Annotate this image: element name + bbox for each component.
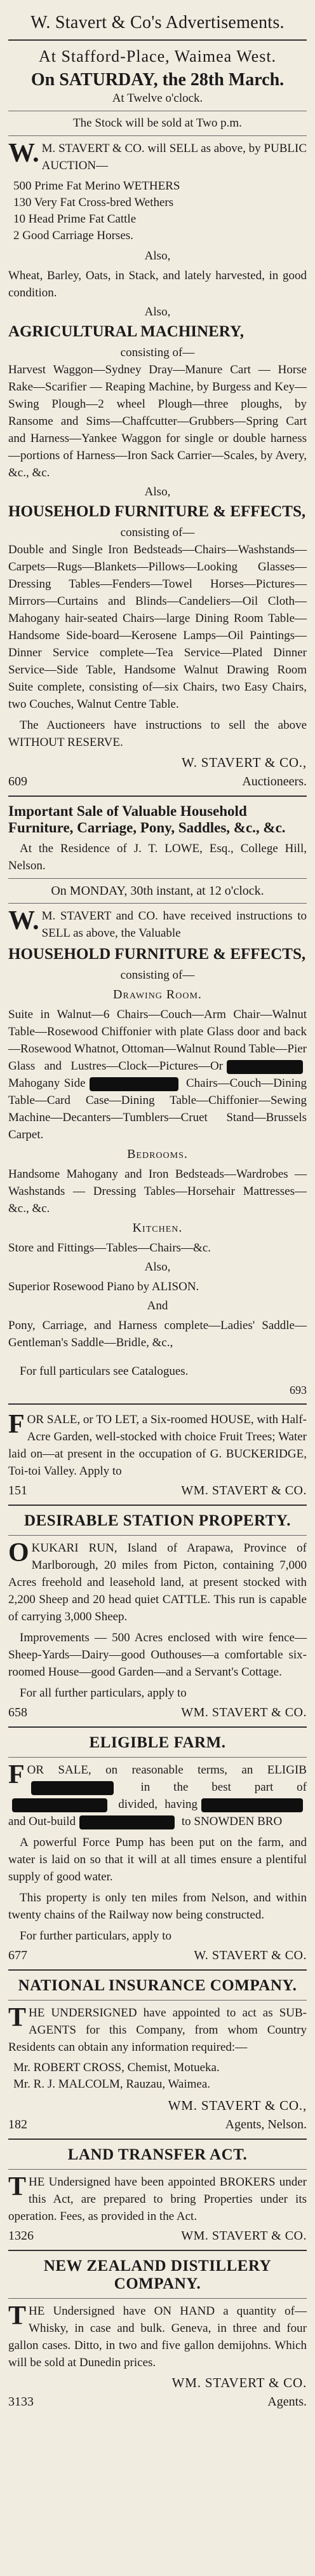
divider bbox=[8, 1505, 307, 1506]
ad-number: 182 bbox=[8, 2118, 27, 2132]
farm-text-a: FOR SALE, on reasonable terms, an ELIGIB bbox=[8, 1760, 307, 1789]
list-item: Mr. R. J. MALCOLM, Rauzau, Waimea. bbox=[13, 2077, 211, 2091]
consisting-label: consisting of— bbox=[120, 346, 195, 359]
sale-time: At Twelve o'clock. bbox=[112, 92, 203, 105]
ad-location: At Stafford-Place, Waimea West. bbox=[38, 47, 277, 65]
divider bbox=[8, 2169, 307, 2170]
also-label: Also, bbox=[144, 249, 171, 263]
ad-title: LAND TRANSFER ACT. bbox=[67, 2146, 248, 2163]
sale-date: On MONDAY, 30th instant, at 12 o'clock. bbox=[51, 884, 264, 898]
room-drawing: Drawing Room. bbox=[113, 988, 202, 1002]
drawing-room-text-c: Chairs—Couch—Dining Table—Card bbox=[8, 1077, 307, 1107]
insurance-text: THE UNDERSIGNED have appointed to act as SUB-AGENTS for this Company, from whom Country Residents can obtain any information required:— bbox=[8, 2003, 307, 2054]
distillery-text: THE Undersigned have ON HAND a quantity of— Whisky, in case and bulk. Geneva, in three and four gallon cases. Ditto, in two and five gallon demijohns. Which will be sold at Dunedin prices. bbox=[8, 2301, 307, 2369]
ad-title: NEW ZEALAND DISTILLERY COMPANY. bbox=[43, 2257, 272, 2292]
piano-text: Superior Rosewood Piano by ALISON. bbox=[8, 1280, 199, 1293]
divider bbox=[8, 1535, 307, 1536]
list-item: 2 Good Carriage Horses. bbox=[13, 229, 133, 242]
transfer-text: THE Undersigned have been appointed BROKERS under this Act, are prepared to bring Properties under its operation. Fees, as provided in the Act. bbox=[8, 2172, 307, 2223]
stock-note: The Stock will be sold at Two p.m. bbox=[73, 116, 242, 130]
household-title: HOUSEHOLD FURNITURE & EFFECTS, bbox=[8, 503, 306, 520]
divider bbox=[8, 2298, 307, 2299]
newspaper-column bbox=[8, 0, 307, 2409]
signature: WM. STAVERT & CO. bbox=[181, 1484, 307, 1498]
ad-house-for-sale bbox=[8, 1411, 307, 1498]
list-item: 10 Head Prime Fat Cattle bbox=[13, 212, 137, 226]
ad-title: NATIONAL INSURANCE COMPANY. bbox=[18, 1977, 297, 1994]
signature: W. STAVERT & CO., bbox=[182, 755, 307, 770]
ad-number: 151 bbox=[8, 1484, 27, 1498]
ad-number: 609 bbox=[8, 775, 27, 789]
ad-role: Agents, Nelson. bbox=[225, 2118, 307, 2132]
list-item: 130 Very Fat Cross-bred Wethers bbox=[13, 196, 174, 209]
ink-smudge bbox=[90, 1077, 178, 1091]
divider bbox=[8, 903, 307, 904]
divider bbox=[8, 878, 307, 879]
apply-text: For all further particulars, apply to bbox=[20, 1686, 187, 1700]
ad-role: Agents. bbox=[267, 2395, 307, 2409]
divider bbox=[8, 135, 307, 136]
ink-smudge bbox=[31, 1781, 114, 1795]
kitchen-text: Store and Fittings—Tables—Chairs—&c. bbox=[8, 1241, 211, 1255]
closing-text: The Auctioneers have instructions to sell the above WITHOUT RESERVE. bbox=[8, 719, 307, 749]
divider bbox=[8, 1403, 307, 1405]
divider bbox=[8, 1969, 307, 1971]
ad-number: 693 bbox=[290, 1384, 307, 1396]
farm-text bbox=[8, 1761, 307, 1830]
ad-lowe-furniture-sale bbox=[8, 803, 307, 1397]
ad-distillery bbox=[8, 2257, 307, 2409]
ink-smudge bbox=[201, 1798, 303, 1812]
auction-intro: W.M. STAVERT and CO. have received instructions to SELL as above, the Valuable bbox=[8, 906, 307, 940]
signature: WM. STAVERT & CO. bbox=[171, 2375, 307, 2390]
divider bbox=[8, 796, 307, 797]
improvements-text: Improvements — 500 Acres enclosed with wire fence—Sheep-Yards—Dairy—good Outhouses—a comfortable six-roomed House—good Garden—and a Servant's Cottage. bbox=[8, 1631, 307, 1679]
ad-land-transfer bbox=[8, 2146, 307, 2243]
agents-list bbox=[13, 2060, 307, 2093]
divider bbox=[8, 2000, 307, 2001]
ad-national-insurance bbox=[8, 1977, 307, 2132]
divider bbox=[8, 39, 307, 41]
ad-footer bbox=[8, 2395, 307, 2409]
divider bbox=[8, 2139, 307, 2140]
ad-stafford-place-auction bbox=[8, 47, 307, 789]
drawing-room-text-b: Mahogany Side bbox=[8, 1077, 86, 1090]
consisting-label: consisting of— bbox=[120, 968, 195, 982]
consisting-label: consisting of— bbox=[120, 526, 195, 539]
catalogue-note: For full particulars see Catalogues. bbox=[20, 1365, 189, 1378]
ad-title: DESIRABLE STATION PROPERTY. bbox=[24, 1512, 291, 1529]
ink-smudge bbox=[12, 1798, 107, 1812]
household-title: HOUSEHOLD FURNITURE & EFFECTS, bbox=[8, 946, 306, 963]
ink-smudge bbox=[227, 1060, 303, 1074]
drawing-room-text bbox=[8, 1006, 307, 1143]
divider bbox=[8, 1726, 307, 1728]
ad-footer bbox=[8, 2229, 307, 2243]
divider bbox=[8, 1757, 307, 1758]
also-label: Also, bbox=[144, 305, 171, 319]
room-kitchen: Kitchen. bbox=[132, 1221, 183, 1235]
residence-text: At the Residence of J. T. LOWE, Esq., College Hill, Nelson. bbox=[8, 842, 307, 872]
farm-text-c: divided, having bbox=[118, 1798, 198, 1811]
ad-station-property bbox=[8, 1512, 307, 1720]
farm-text-d: and Out-build bbox=[8, 1815, 76, 1828]
ink-smudge bbox=[79, 1815, 175, 1829]
farm-text-e: to SNOWDEN BRO bbox=[181, 1815, 283, 1828]
ad-number: 3133 bbox=[8, 2395, 34, 2409]
pony-text: Pony, Carriage, and Harness complete—Ladies' Saddle—Gentleman's Saddle—Bridle, &c., bbox=[8, 1319, 307, 1349]
room-bedrooms: Bedrooms. bbox=[127, 1147, 188, 1161]
signature: WM. STAVERT & CO. bbox=[181, 2229, 307, 2243]
also-label: Also, bbox=[144, 485, 171, 499]
ad-eligible-farm bbox=[8, 1734, 307, 1963]
list-item: 500 Prime Fat Merino WETHERS bbox=[13, 179, 180, 193]
ad-headline: Important Sale of Valuable Household Furniture, Carriage, Pony, Saddles, &c., &c. bbox=[8, 803, 286, 836]
pump-text: A powerful Force Pump has been put on the farm, and water is laid on so that it will at all times ensure a plentiful supply of good water. bbox=[8, 1836, 307, 1884]
grain-text: Wheat, Barley, Oats, in Stack, and lately harvested, in good condition. bbox=[8, 269, 307, 300]
drawing-room-text-d: Case—Dining Table—Chiffonier—Sewing Machine—Decanters—Tumblers—Cruet Stand—Brussels Carpet. bbox=[8, 1094, 307, 1141]
bedrooms-text: Handsome Mahogany and Iron Bedsteads—Wardrobes — Washstands — Dressing Tables—Horsehair Mattresses—&c., &c. bbox=[8, 1167, 307, 1215]
drawing-room-text-a: Suite in Walnut—6 Chairs—Couch—Arm Chair—Walnut Table—Rosewood Chiffonier with plate Glass door and back—Rosewood Whatnot, Ottoman—Walnut Round Table—Pier Glass and Lustres—Clock—Pictures—Or bbox=[8, 1008, 307, 1073]
ad-title: ELIGIBLE FARM. bbox=[89, 1734, 226, 1751]
ad-number: 658 bbox=[8, 1705, 27, 1719]
signature: WM. STAVERT & CO., bbox=[168, 2098, 307, 2113]
ad-number: 677 bbox=[8, 1948, 27, 1962]
stock-list bbox=[13, 178, 307, 244]
divider bbox=[8, 2250, 307, 2251]
ad-footer bbox=[8, 2118, 307, 2132]
ad-footer bbox=[8, 1705, 307, 1720]
and-label: And bbox=[147, 1299, 168, 1312]
also-label: Also, bbox=[144, 1260, 171, 1274]
machinery-text: Harvest Waggon—Sydney Dray—Manure Cart — Horse Rake—Scarifier — Reaping Machine, by Burgess and Key—Swing Plough—2 wheel Plough—three ploughs, by Ransome and Sims—Chaffcutter—Grubbers—Spring Cart and Harness—Yankee Waggon for single or double harness—portions of Harness—Iron Sack Carrier—Scales, by Avery, &c., &c. bbox=[8, 363, 307, 479]
apply-text: For further particulars, apply to bbox=[20, 1929, 172, 1943]
masthead: W. Stavert & Co's Advertisements. bbox=[30, 13, 285, 32]
ad-footer bbox=[8, 1948, 307, 1963]
machinery-title: AGRICULTURAL MACHINERY, bbox=[8, 323, 244, 340]
ad-footer bbox=[8, 775, 307, 789]
ad-role: Auctioneers. bbox=[242, 775, 307, 789]
station-text: OKUKARI RUN, Island of Arapawa, Province of Marlborough, 20 miles from Picton, containing 7,000 Acres freehold and leasehold land, at present stocked with 2,200 Sheep and 20 head quiet CATTLE. This run is capable of carrying 3,000 Sheep. bbox=[8, 1538, 307, 1623]
farm-text-b: in the best part of bbox=[140, 1780, 307, 1794]
auction-intro: W.M. STAVERT & CO. will SELL as above, by PUBLIC AUCTION— bbox=[8, 139, 307, 172]
railway-text: This property is only ten miles from Nelson, and within twenty chains of the Railway now being constructed. bbox=[8, 1891, 307, 1922]
ad-number: 1326 bbox=[8, 2229, 34, 2243]
sale-date: On SATURDAY, the 28th March. bbox=[30, 70, 285, 90]
signature: W. STAVERT & CO. bbox=[194, 1948, 307, 1962]
signature: WM. STAVERT & CO. bbox=[181, 1705, 307, 1719]
ad-footer bbox=[8, 1484, 307, 1498]
list-item: Mr. ROBERT CROSS, Chemist, Motueka. bbox=[13, 2061, 220, 2074]
household-text: Double and Single Iron Bedsteads—Chairs—Washstands—Carpets—Rugs—Blankets—Pillows—Looking Glasses—Dressing Tables—Fenders—Towel Horses—Pictures—Mirrors—Curtains and Blinds—Candeliers—Oil Cloth—Mahogany hair-seated Chairs—large Dining Room Table—Handsome Side-board—Kerosene Lamps—Oil Paintings—Dinner Service complete—Tea Service—Plated Dinner Service—Side Table, Handsome Walnut Drawing Room Suite complete, consisting of—six Chairs, two Easy Chairs, two Couches, Walnut Centre Table. bbox=[8, 543, 307, 711]
house-text: FOR SALE, or TO LET, a Six-roomed HOUSE, with Half-Acre Garden, well-stocked with choice Fruit Trees; Water laid on—at present in the occupation of G. BUCKERIDGE, Toi-toi Valley. Apply to bbox=[8, 1410, 307, 1478]
